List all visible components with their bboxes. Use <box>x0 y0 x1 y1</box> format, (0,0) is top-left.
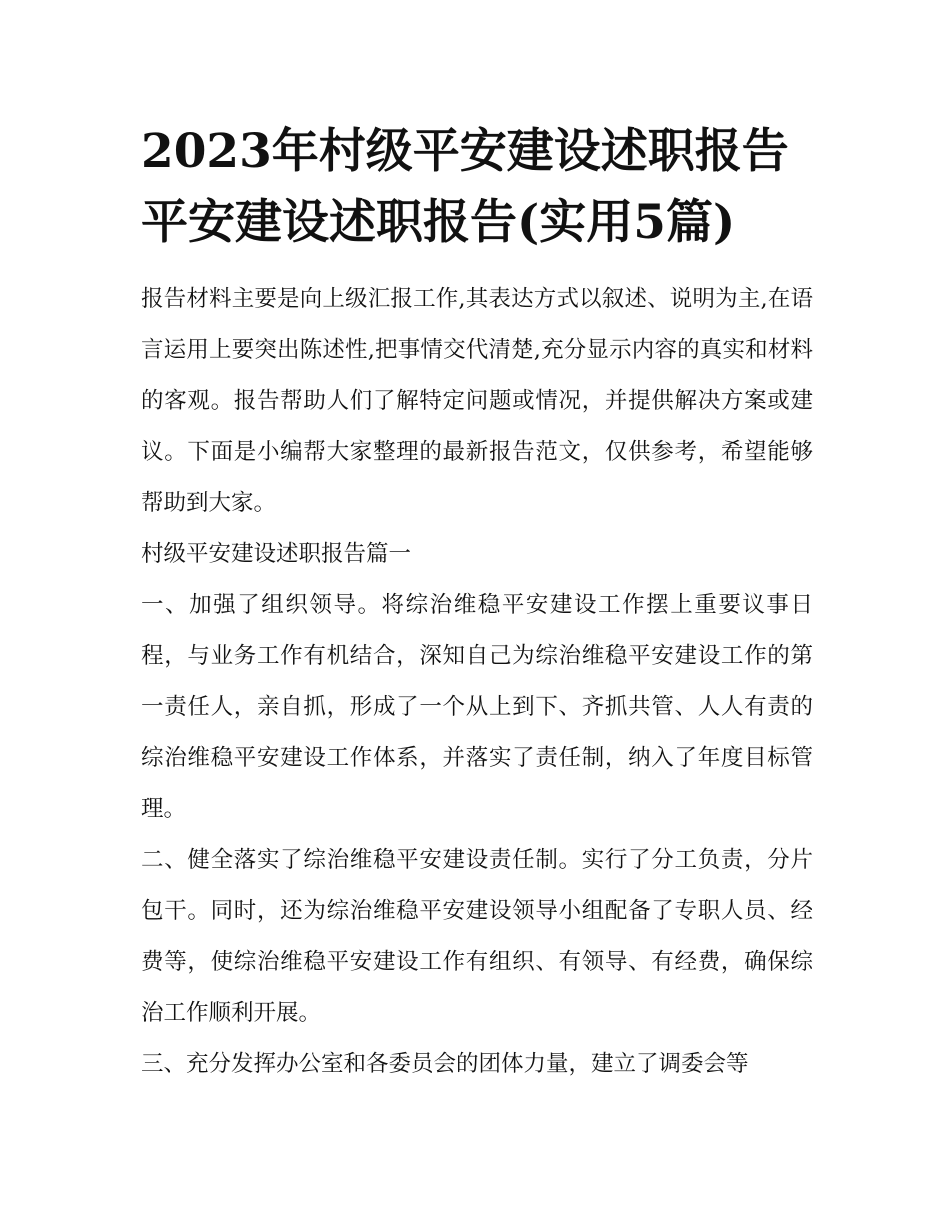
title-line-1: 2023年村级平安建设述职报告 <box>141 124 789 179</box>
body-paragraph-3: 三、充分发挥办公室和各委员会的团体力量，建立了调委会等 <box>141 1051 749 1077</box>
body-paragraph-2: 二、健全落实了综治维稳平安建设责任制。实行了分工负责，分片包干。同时，还为综治维稳平安建设领导小组配备了专职人员、经费等，使综治维稳平安建设工作有组织、有领导、有经费，确保综治工作顺利开展。 <box>141 847 813 1026</box>
document-body <box>141 274 813 1090</box>
title-line-2: 平安建设述职报告(实用5篇) <box>141 195 736 250</box>
section-heading: 村级平安建设述职报告篇一 <box>141 541 412 567</box>
document-page <box>141 0 813 1229</box>
intro-paragraph: 报告材料主要是向上级汇报工作,其表达方式以叙述、说明为主,在语言运用上要突出陈述性,把事情交代清楚,充分显示内容的真实和材料的客观。报告帮助人们了解特定问题或情况，并提供解决方案或建议。下面是小编帮大家整理的最新报告范文，仅供参考，希望能够帮助到大家。 <box>141 286 813 516</box>
body-paragraph-1: 一、加强了组织领导。将综治维稳平安建设工作摆上重要议事日程，与业务工作有机结合，深知自己为综治维稳平安建设工作的第一责任人，亲自抓，形成了一个从上到下、齐抓共管、人人有责的综治维稳平安建设工作体系，并落实了责任制，纳入了年度目标管理。 <box>141 592 813 822</box>
document-title <box>141 116 813 258</box>
